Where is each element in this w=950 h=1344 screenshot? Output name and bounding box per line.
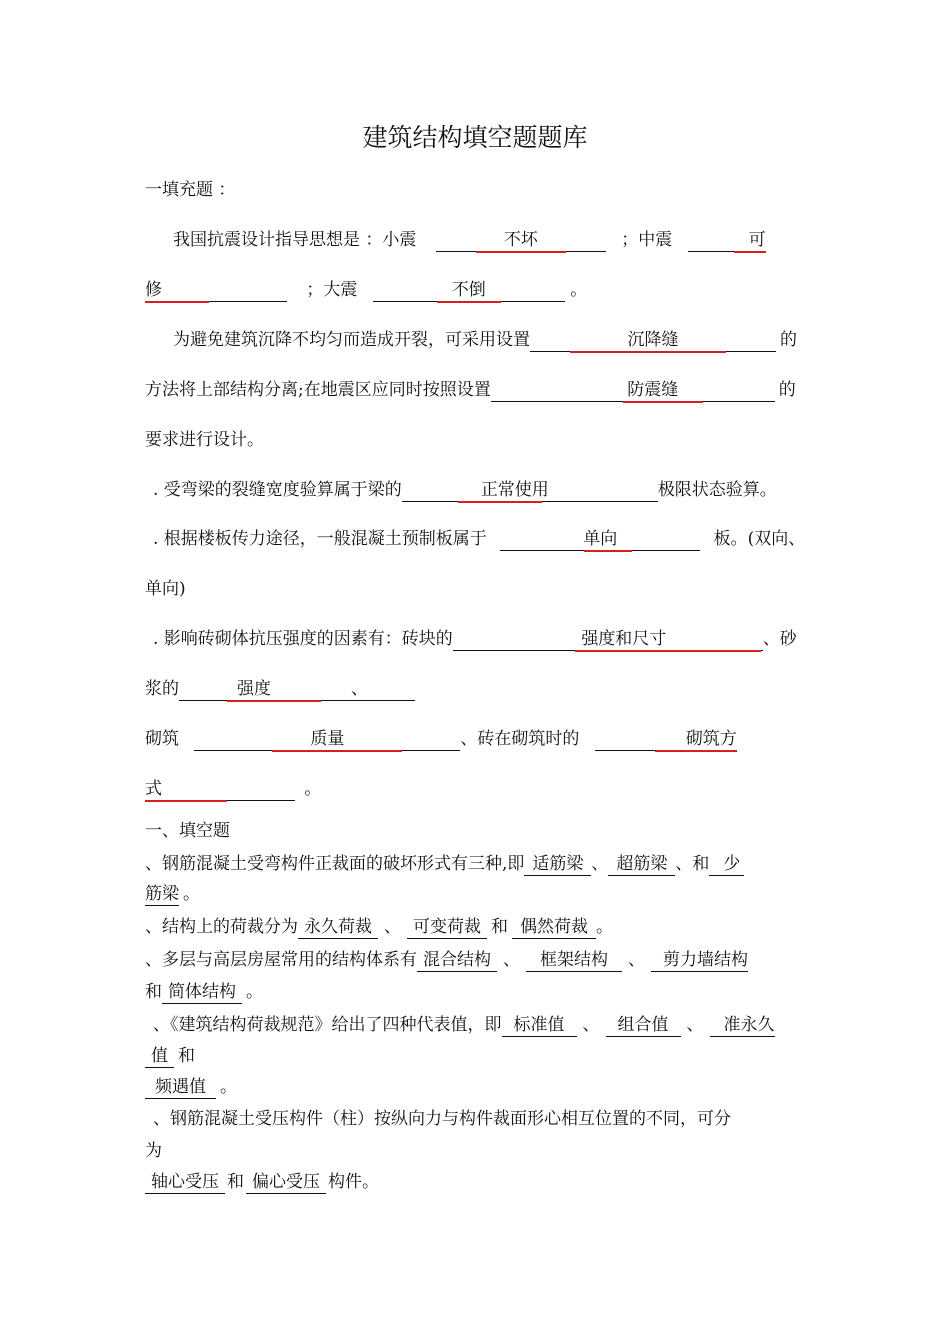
question-2-line-3: 要求进行设计。: [145, 430, 264, 450]
answer-blank: 强度 、: [179, 678, 415, 701]
s2-question-1-line-1: 、钢筋混凝土受弯构件正裁面的破坏形式有三种,即 适筋梁 、 超筋梁 、和 少: [145, 852, 744, 876]
question-5-line-1: . 影响砖砌体抗压强度的因素有：砖块的 强度和尺寸 、砂: [153, 627, 797, 651]
question-5-line-4: 式 。: [145, 777, 321, 801]
s2-question-2: 、结构上的荷裁分为 永久荷裁 、 可变荷裁 和 偶然荷裁 。: [145, 917, 613, 937]
question-5-line-2: 浆的 强度 、: [145, 677, 415, 701]
s2-question-4-line-3: 频遇值 。: [145, 1075, 237, 1099]
s2-question-1-line-2: 筋梁 。: [145, 884, 200, 904]
question-1-line-2: 修 ；大震 不倒 。: [145, 278, 587, 302]
s2-question-5-line-3: 轴心受压 和 偏心受压 构件。: [145, 1170, 379, 1194]
question-2-line-1: 为避免建筑沉降不均匀而造成开裂，可采用设置 沉降缝 的: [173, 328, 797, 352]
s2-question-5-line-2: 为: [145, 1141, 162, 1161]
answer-blank: 沉降缝: [530, 329, 776, 352]
answer-blank: 砌筑方: [595, 728, 737, 751]
answer-blank: 单向: [500, 528, 700, 551]
answer-blank: 防震缝: [491, 379, 775, 402]
s2-question-4-line-1: 、《建筑结构荷裁规范》给出了四种代表值，即 标准值 、 组合值 、 准永久: [153, 1015, 775, 1035]
answer-blank: 不倒: [373, 279, 565, 302]
question-2-line-2: 方法将上部结构分离;在地震区应同时按照设置 防震缝 的: [145, 378, 796, 402]
question-4-line-2: 单向): [145, 579, 186, 599]
question-4-line-1: . 根据楼板传力途径，一般混凝土预制板属于 单向 板。(双向、: [153, 527, 805, 551]
answer-blank: 修: [145, 279, 287, 302]
s2-question-5-line-1: 、钢筋混凝土受压构件（柱）按纵向力与构件裁面形心相互位置的不同，可分: [153, 1109, 731, 1129]
question-1-line-1: 我国抗震设计指导思想是 ：小震 不坏 ；中震 可: [173, 228, 766, 252]
answer-blank: 质量: [194, 728, 460, 751]
answer-blank: 可: [688, 229, 766, 252]
question-3: . 受弯梁的裂缝宽度验算属于梁的 正常使用 极限状态验算。: [153, 478, 777, 502]
answer-blank: 强度和尺寸: [453, 628, 763, 651]
answer-blank: 不坏: [436, 229, 606, 252]
answer-blank: 式: [145, 778, 295, 801]
answer-blank: 正常使用: [402, 479, 658, 502]
section-heading-1: 一填充题 ：: [145, 180, 236, 200]
question-5-line-3: 砌筑 质量 、砖在砌筑时的 砌筑方: [145, 727, 737, 751]
s2-question-3-line-2: 和 简体结构 。: [145, 982, 263, 1002]
s2-question-3-line-1: 、多层与高层房屋常用的结构体系有 混合结构 、 框架结构 、 剪力墙结构: [145, 950, 748, 970]
s2-question-4-line-2: 值 和: [145, 1044, 195, 1068]
section-heading-2: 一、填空题: [145, 821, 230, 841]
page-title: 建筑结构填空题题库: [362, 123, 588, 152]
